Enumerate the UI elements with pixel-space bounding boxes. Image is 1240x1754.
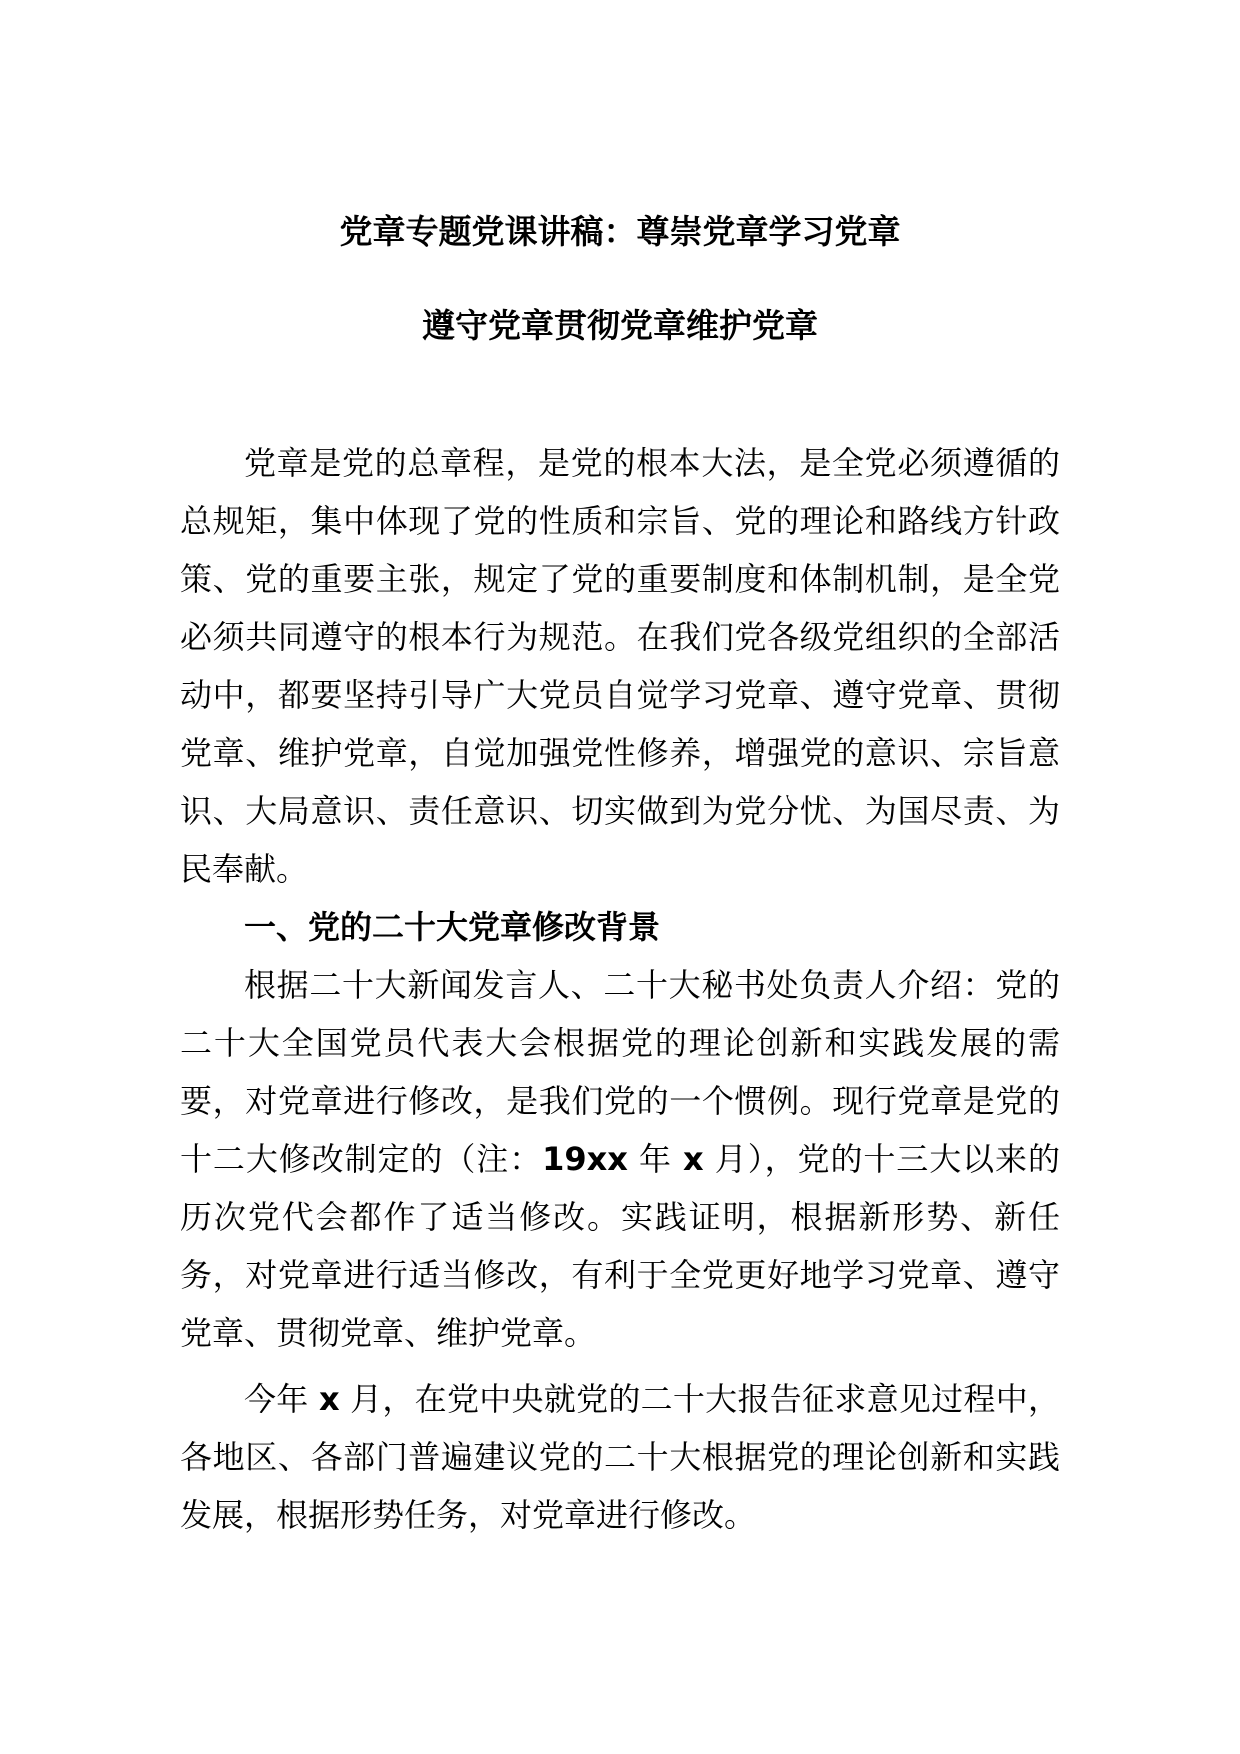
paragraph-3-part-1: 今年	[244, 1380, 309, 1418]
paragraph-2-year: 19xx	[542, 1140, 628, 1178]
paragraph-2-month: x	[683, 1140, 704, 1178]
paragraph-2	[180, 956, 1060, 1362]
paragraph-3	[180, 1370, 1060, 1544]
paragraph-2-part-3: 月），党的十三大以来的历次党代会都作了适当修改。实践证明，根据新形势、新任务，对党章进行适当修改，有利于全党更好地学习党章、遵守党章、贯彻党章、维护党章。	[180, 1140, 1060, 1352]
paragraph-3-month: x	[319, 1380, 340, 1418]
document-body	[180, 434, 1060, 1544]
document-title-line-1: 党章专题党课讲稿：尊崇党章学习党章	[339, 212, 901, 251]
paragraph-2-part-2: 年	[639, 1140, 672, 1178]
section-heading-1: 一、党的二十大党章修改背景	[244, 908, 661, 946]
document-title-line-2: 遵守党章贯彻党章维护党章	[422, 306, 818, 345]
paragraph-3-part-2: 月，在党中央就党的二十大报告征求意见过程中，各地区、各部门普遍建议党的二十大根据党的理论创新和实践发展，根据形势任务，对党章进行修改。	[180, 1380, 1060, 1534]
paragraph-2-part-1: 根据二十大新闻发言人、二十大秘书处负责人介绍：党的二十大全国党员代表大会根据党的理论创新和实践发展的需要，对党章进行修改，是我们党的一个惯例。现行党章是党的十二大修改制定的（注：	[180, 966, 1060, 1178]
intro-paragraph: 党章是党的总章程，是党的根本大法，是全党必须遵循的总规矩，集中体现了党的性质和宗旨、党的理论和路线方针政策、党的重要主张，规定了党的重要制度和体制机制，是全党必须共同遵守的根本行为规范。在我们党各级党组织的全部活动中，都要坚持引导广大党员自觉学习党章、遵守党章、贯彻党章、维护党章，自觉加强党性修养，增强党的意识、宗旨意识、大局意识、责任意识、切实做到为党分忧、为国尽责、为民奉献。	[180, 444, 1060, 888]
